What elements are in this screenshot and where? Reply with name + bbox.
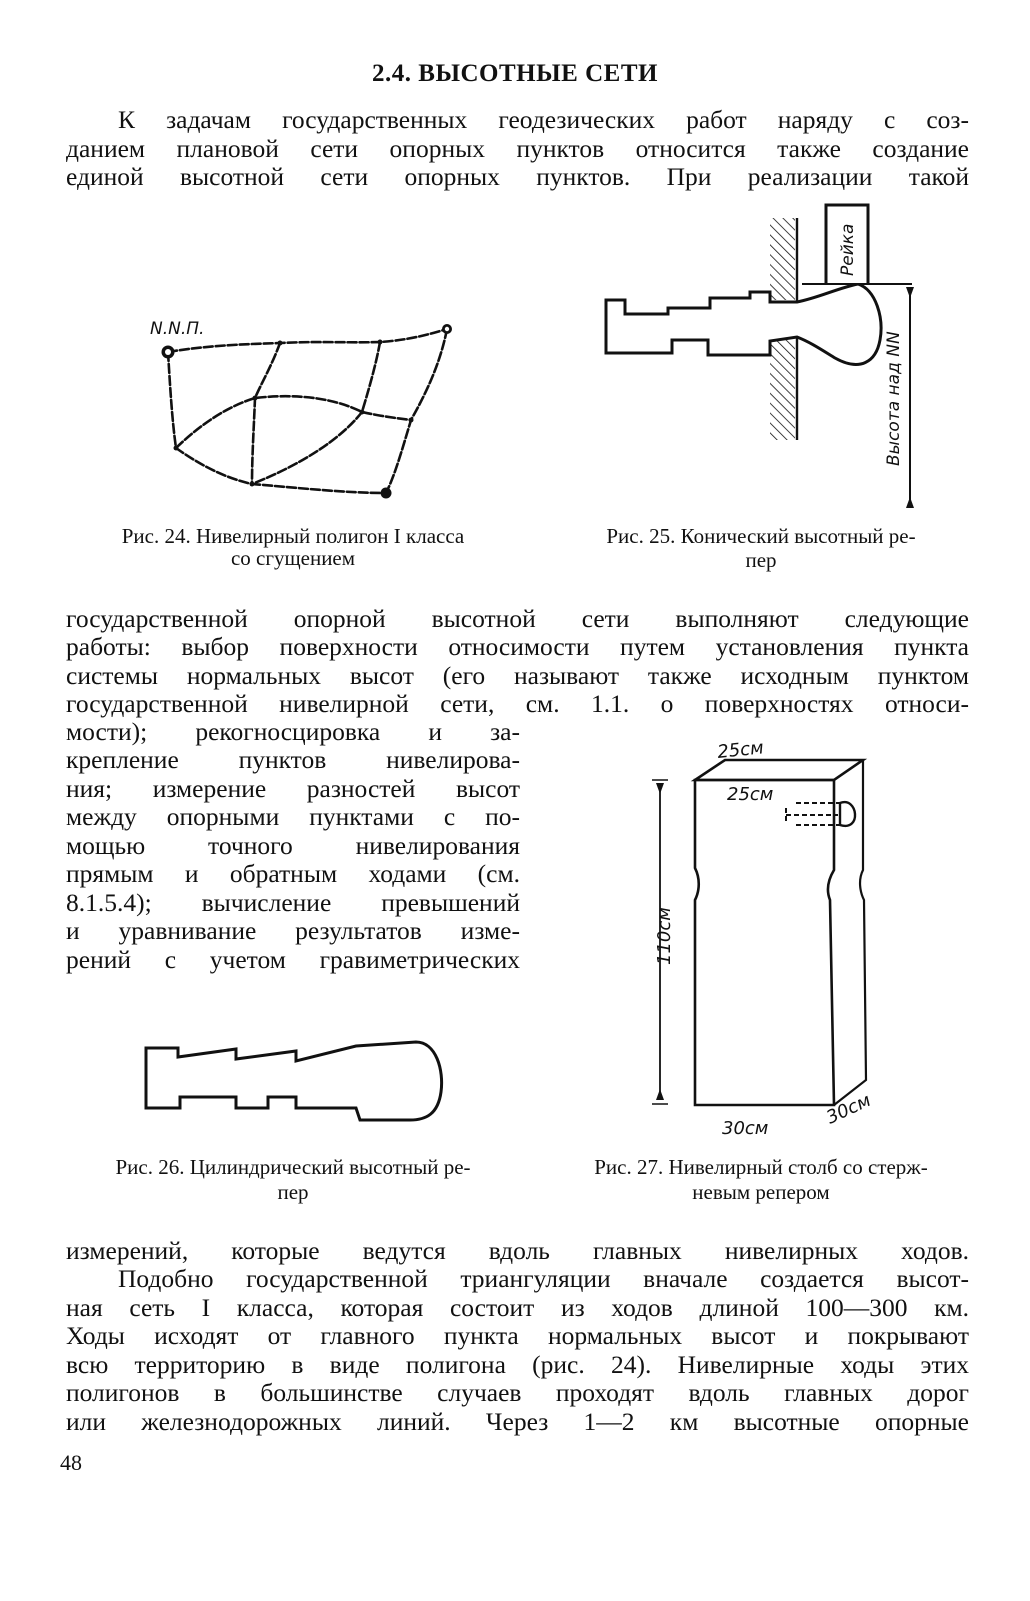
- middle-line-2: работы: выбор поверхности относимости путем установления пункта: [66, 632, 969, 661]
- fig27-rod-benchmark: [840, 802, 855, 826]
- fig27-top-width: 25см: [716, 737, 765, 763]
- fig26-caption-line-1: Рис. 26. Цилиндрический высотный ре-: [115, 1155, 471, 1179]
- middle-half-line-5: мощью точного нивелирования: [66, 831, 520, 860]
- fig27-caption-line-2: невым репером: [692, 1180, 830, 1204]
- fig24-nodes: [162, 324, 453, 499]
- middle-line-4: государственной нивелирной сети, см. 1.1. о поверхностях относи-: [66, 689, 969, 718]
- middle-half-line-4: между опорными пунктами с по-: [66, 802, 520, 831]
- middle-half-line-6: прямым и обратным ходами (см.: [66, 859, 520, 888]
- middle-line-1: государственной опорной высотной сети выполняют следующие: [66, 604, 969, 633]
- final-line-5: всю территорию в виде полигона (рис. 24). Нивелирные ходы этих: [66, 1350, 969, 1379]
- middle-half-line-8: и уравнивание результатов изме-: [66, 916, 520, 945]
- fig25-benchmark-body: [606, 284, 881, 364]
- fig25-conical-benchmark: [606, 205, 914, 508]
- fig27-top-depth: 25см: [727, 784, 774, 805]
- fig25-wall-upper: [770, 218, 795, 300]
- fig27-pillar-front: [695, 780, 834, 1105]
- fig26-caption-line-2: пер: [277, 1180, 309, 1204]
- final-line-3: ная сеть I класса, которая состоит из ходов длиной 100—300 км.: [66, 1293, 969, 1322]
- middle-half-line-1: мости); рекогносцировка и за-: [66, 717, 520, 746]
- middle-half-line-2: крепление пунктов нивелирова-: [66, 745, 520, 774]
- fig27-labels: [654, 737, 874, 1139]
- fig27-levelling-pillar: [652, 760, 866, 1105]
- fig25-caption-line-2: пер: [745, 548, 777, 572]
- fig26-cylindrical-benchmark: [146, 1042, 442, 1120]
- final-line-2: Подобно государственной триангуляции вначале создается высот-: [118, 1264, 969, 1293]
- fig24-caption-line-2: со сгущением: [230, 546, 356, 570]
- fig27-height-label: 110см: [654, 907, 675, 965]
- fig27-bottom-width: 30см: [722, 1118, 769, 1139]
- final-line-6: полигонов в большинстве случаев проходят вдоль главных дорог: [66, 1378, 969, 1407]
- intro-line-3: единой высотной сети опорных пунктов. При реализации такой: [66, 162, 969, 191]
- middle-half-line-7: 8.1.5.4); вычисление превышений: [66, 888, 520, 917]
- fig25-rod-label: Рейка: [838, 223, 858, 276]
- fig26-benchmark-body: [146, 1042, 442, 1120]
- final-line-1: измерений, которые ведутся вдоль главных нивелирных ходов.: [66, 1236, 969, 1265]
- fig27-caption-line-1: Рис. 27. Нивелирный столб со стерж-: [594, 1155, 928, 1179]
- fig25-height-label: Высота над NN: [884, 331, 904, 466]
- section-title: 2.4. ВЫСОТНЫЕ СЕТИ: [372, 60, 658, 87]
- fig25-wall-lower: [770, 340, 795, 440]
- fig24-polygon-diagram: [168, 329, 447, 493]
- page-number: 48: [60, 1450, 82, 1475]
- final-line-4: Ходы исходят от главного пункта нормальных высот и покрывают: [66, 1321, 969, 1350]
- fig27-bottom-depth: 30см: [823, 1089, 875, 1129]
- middle-line-3: системы нормальных высот (его называют также исходным пунктом: [66, 661, 969, 690]
- fig24-caption-line-1: Рис. 24. Нивелирный полигон I класса: [121, 524, 465, 548]
- fig24-label: N.N.П.: [150, 319, 205, 339]
- intro-line-2: данием плановой сети опорных пунктов относится также создание: [66, 134, 969, 163]
- final-line-7: или железнодорожных линий. Через 1—2 км высотные опорные: [66, 1407, 969, 1436]
- fig24-node-s: [381, 488, 392, 499]
- middle-half-line-3: ния; измерение разностей высот: [66, 774, 520, 803]
- middle-half-line-9: рений с учетом гравиметрических: [66, 945, 520, 974]
- fig25-caption-line-1: Рис. 25. Конический высотный ре-: [606, 524, 916, 548]
- intro-line-1: К задачам государственных геодезических работ наряду с соз-: [118, 105, 969, 134]
